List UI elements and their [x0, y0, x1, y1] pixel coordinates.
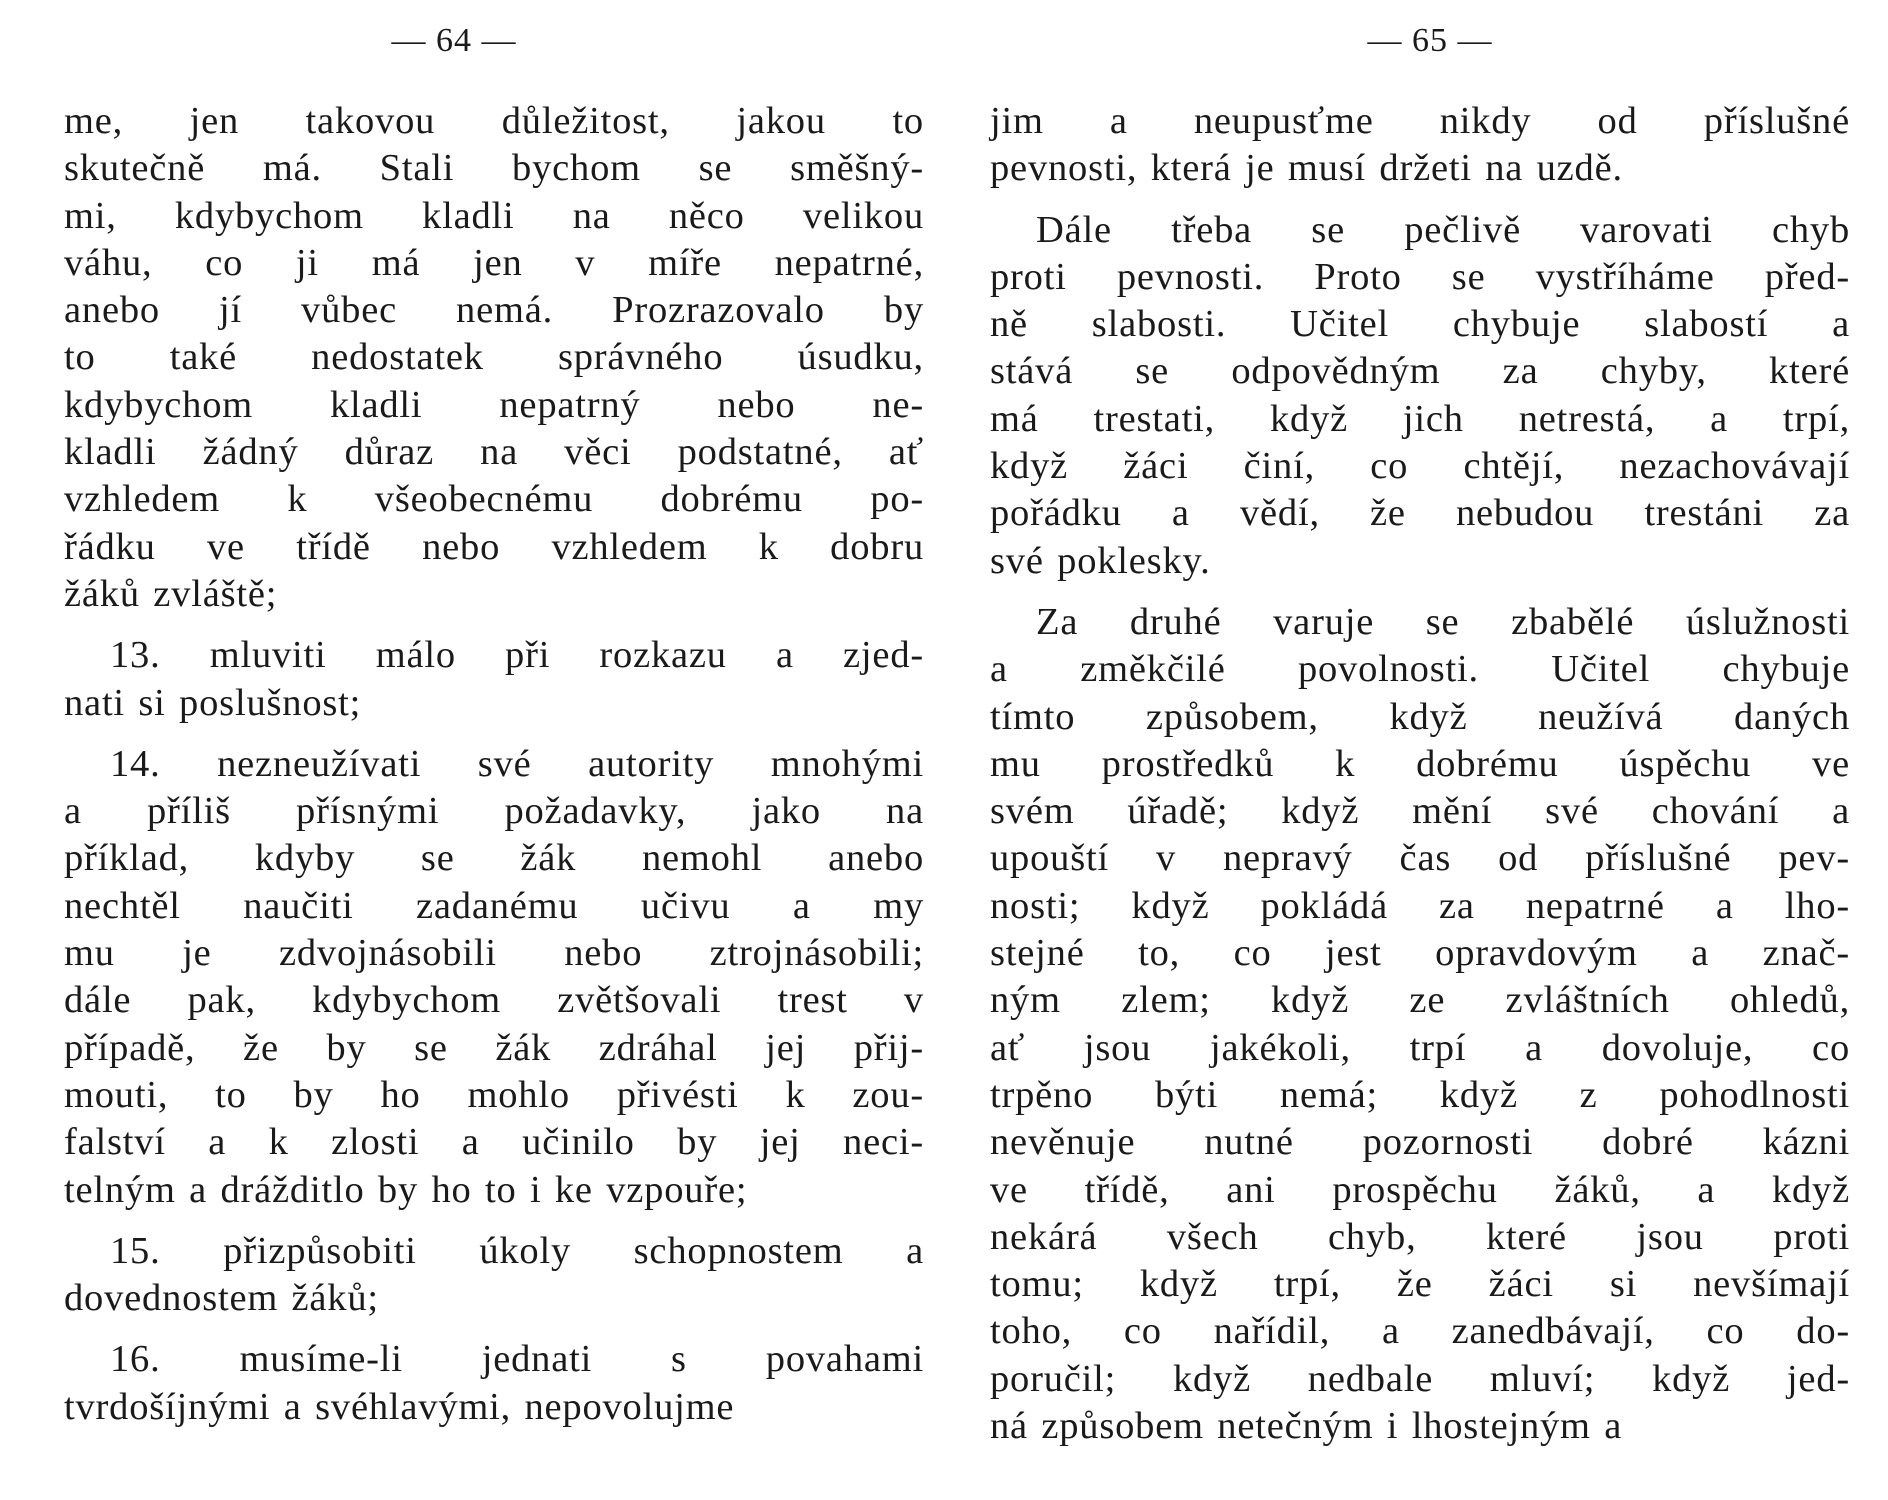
text-line: dovednostem žáků;: [64, 1277, 379, 1320]
text-line: mi, kdybychom kladli na něco velikou: [64, 194, 924, 237]
left-page-text: [64, 98, 924, 1431]
paragraph-gap: [990, 193, 1850, 207]
text-line: tímto způsobem, když neužívá daných: [990, 695, 1850, 738]
text-line: trpěno býti nemá; když z pohodlnosti: [990, 1073, 1850, 1116]
text-line: nechtěl naučiti zadanému učivu a my: [64, 884, 924, 927]
text-line: telným a drážditlo by ho to i ke vzpouře;: [64, 1168, 748, 1211]
paragraph-gap: [64, 1214, 924, 1228]
text-line: žáků zvláště;: [64, 572, 278, 615]
paragraph-gap: [990, 585, 1850, 599]
text-line: dále pak, kdybychom zvětšovali trest v: [64, 979, 924, 1022]
text-line: váhu, co ji má jen v míře nepatrné,: [64, 241, 924, 284]
text-line: nati si poslušnost;: [64, 681, 362, 724]
text-line: stejné to, co jest opravdovým a znač-: [990, 932, 1850, 975]
paragraph: [990, 207, 1850, 585]
text-line: příklad, kdyby se žák nemohl anebo: [64, 837, 924, 880]
text-line: ať jsou jakékoli, trpí a dovoluje, co: [990, 1026, 1850, 1069]
text-line: mouti, to by ho mohlo přivésti k zou-: [64, 1073, 924, 1116]
text-line: stává se odpovědným za chyby, které: [990, 350, 1850, 393]
text-line: své poklesky.: [990, 539, 1211, 582]
text-line: nosti; když pokládá za nepatrné a lho-: [990, 884, 1850, 927]
page-number-right: — 65 —: [1367, 22, 1493, 59]
text-line: to také nedostatek správného úsudku,: [64, 336, 924, 379]
text-line: poručil; když nedbale mluví; když jed-: [990, 1357, 1850, 1400]
text-line: když žáci činí, co chtějí, nezachovávají: [990, 445, 1850, 488]
text-line: a změkčilé povolnosti. Učitel chybuje: [990, 648, 1850, 691]
right-page-text: [990, 98, 1850, 1450]
text-line: pevnosti, která je musí držeti na uzdě.: [990, 147, 1623, 190]
text-line: 16. musíme-li jednati s povahami: [110, 1338, 924, 1381]
text-line: řádku ve třídě nebo vzhledem k dobru: [64, 525, 924, 568]
paragraph: [990, 599, 1850, 1450]
text-line: má trestati, když jich netrestá, a trpí,: [990, 397, 1850, 440]
paragraph: [64, 1228, 924, 1323]
right-page: [990, 0, 1870, 1500]
text-line: toho, co nařídil, a zanedbávají, co do-: [990, 1310, 1850, 1353]
text-line: kdybychom kladli nepatrný nebo ne-: [64, 383, 924, 426]
text-line: kladli žádný důraz na věci podstatné, ať: [64, 431, 924, 474]
text-line: nevěnuje nutné pozornosti dobré kázni: [990, 1121, 1850, 1164]
text-line: 14. nezneužívati své autority mnohými: [110, 742, 924, 785]
text-line: falství a k zlosti a učinilo by jej neci-: [64, 1121, 924, 1164]
paragraph: [64, 741, 924, 1214]
text-line: Dále třeba se pečlivě varovati chyb: [1036, 208, 1850, 251]
text-line: skutečně má. Stali bychom se směšný-: [64, 147, 924, 190]
paragraph: [64, 98, 924, 618]
left-page: [64, 0, 944, 1500]
text-line: a příliš přísnými požadavky, jako na: [64, 790, 924, 833]
paragraph: [990, 98, 1850, 193]
paragraph-gap: [64, 727, 924, 741]
text-line: tomu; když trpí, že žáci si nevšímají: [990, 1263, 1850, 1306]
paragraph-gap: [64, 618, 924, 632]
text-line: mu prostředků k dobrému úspěchu ve: [990, 742, 1850, 785]
text-line: pořádku a vědí, že nebudou trestáni za: [990, 492, 1850, 535]
text-line: mu je zdvojnásobili nebo ztrojnásobili;: [64, 932, 924, 975]
text-line: svém úřadě; když mění své chování a: [990, 790, 1850, 833]
paragraph-gap: [64, 1322, 924, 1336]
paragraph: [64, 1336, 924, 1431]
text-line: případě, že by se žák zdráhal jej přij-: [64, 1026, 924, 1069]
text-line: me, jen takovou důležitost, jakou to: [64, 100, 924, 142]
text-line: jim a neupusťme nikdy od příslušné: [990, 100, 1850, 142]
text-line: ná způsobem netečným i lhostejným a: [990, 1405, 1623, 1448]
text-line: nekárá všech chyb, které jsou proti: [990, 1215, 1850, 1258]
text-line: ve třídě, ani prospěchu žáků, a když: [990, 1168, 1850, 1211]
text-line: anebo jí vůbec nemá. Prozrazovalo by: [64, 289, 924, 332]
text-line: upouští v nepravý čas od příslušné pev-: [990, 837, 1850, 880]
text-line: proti pevnosti. Proto se vystříháme před-: [990, 255, 1850, 298]
text-line: tvrdošíjnými a svéhlavými, nepovolujme: [64, 1385, 735, 1428]
text-line: 13. mluviti málo při rozkazu a zjed-: [110, 634, 924, 677]
page-number-left: — 64 —: [391, 22, 517, 59]
text-line: ným zlem; když ze zvláštních ohledů,: [990, 979, 1850, 1022]
text-line: Za druhé varuje se zbabělé úslužnosti: [1036, 600, 1850, 643]
paragraph: [64, 632, 924, 727]
text-line: vzhledem k všeobecnému dobrému po-: [64, 478, 924, 521]
text-line: ně slabosti. Učitel chybuje slabostí a: [990, 303, 1850, 346]
text-line: 15. přizpůsobiti úkoly schopnostem a: [110, 1229, 924, 1272]
